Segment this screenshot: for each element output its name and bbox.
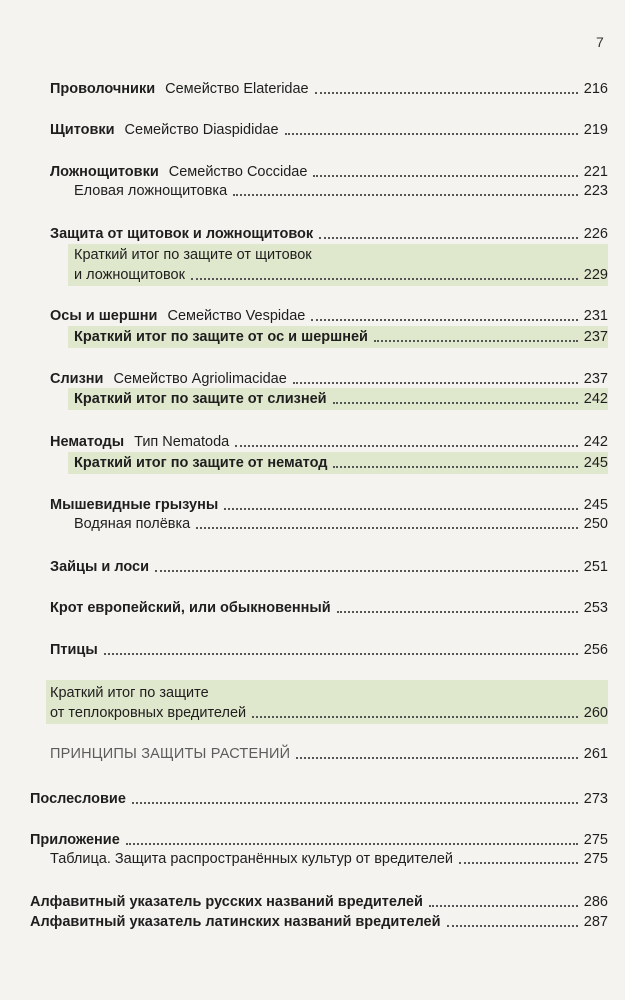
page-number: 7: [596, 34, 604, 50]
toc-entry[interactable]: Краткий итог по защите от теплокровных вредителей 260: [50, 685, 608, 721]
toc-entry[interactable]: Послесловие 273: [30, 791, 608, 807]
toc-entry[interactable]: Еловая ложнощитовка 223: [74, 183, 608, 199]
toc-entry[interactable]: Птицы 256: [50, 642, 608, 658]
toc-entry[interactable]: Ложнощитовки Семейство Coccidae 221: [50, 164, 608, 180]
toc-entry[interactable]: Алфавитный указатель латинских названий вредителей 287: [30, 914, 608, 930]
leader-dots: [315, 92, 578, 94]
leader-dots: [235, 445, 578, 447]
toc-entry[interactable]: Водяная полёвка 250: [74, 516, 608, 532]
leader-dots: [126, 843, 578, 845]
leader-dots: [293, 382, 578, 384]
leader-dots: [319, 237, 578, 239]
toc-entry[interactable]: Щитовки Семейство Diaspididae 219: [50, 122, 608, 138]
toc-entry[interactable]: Защита от щитовок и ложнощитовок 226: [50, 226, 608, 242]
toc-entry[interactable]: Алфавитный указатель русских названий вредителей 286: [30, 894, 608, 910]
toc-entry[interactable]: Зайцы и лоси 251: [50, 559, 608, 575]
leader-dots: [374, 340, 578, 342]
leader-dots: [196, 527, 578, 529]
leader-dots: [429, 905, 578, 907]
leader-dots: [191, 278, 578, 280]
toc-entry[interactable]: Осы и шершни Семейство Vespidae 231: [50, 308, 608, 324]
toc-entry[interactable]: Нематоды Тип Nematoda 242: [50, 434, 608, 450]
leader-dots: [296, 757, 578, 759]
leader-dots: [459, 862, 578, 864]
toc-entry[interactable]: Краткий итог по защите от ос и шершней 237: [74, 329, 608, 345]
leader-dots: [252, 716, 578, 718]
toc-entry[interactable]: Краткий итог по защите от щитовок и ложнощитовок 229: [74, 247, 608, 283]
leader-dots: [224, 508, 578, 510]
leader-dots: [155, 570, 578, 572]
toc-entry[interactable]: Приложение 275: [30, 832, 608, 848]
leader-dots: [104, 653, 578, 655]
leader-dots: [337, 611, 578, 613]
leader-dots: [285, 133, 578, 135]
leader-dots: [333, 402, 578, 404]
toc-entry[interactable]: Таблица. Защита распространённых культур от вредителей 275: [50, 851, 608, 867]
toc-entry[interactable]: Краткий итог по защите от нематод 245: [74, 455, 608, 471]
leader-dots: [333, 466, 577, 468]
toc-entry[interactable]: Мышевидные грызуны 245: [50, 497, 608, 513]
toc-entry[interactable]: Крот европейский, или обыкновенный 253: [50, 600, 608, 616]
toc-section-entry[interactable]: ПРИНЦИПЫ ЗАЩИТЫ РАСТЕНИЙ 261: [50, 746, 608, 762]
toc-entry[interactable]: Слизни Семейство Agriolimacidae 237: [50, 371, 608, 387]
toc-entry[interactable]: Краткий итог по защите от слизней 242: [74, 391, 608, 407]
leader-dots: [233, 194, 578, 196]
leader-dots: [313, 175, 577, 177]
leader-dots: [447, 925, 578, 927]
leader-dots: [311, 319, 577, 321]
leader-dots: [132, 802, 578, 804]
toc-entry[interactable]: Проволочники Семейство Elateridae 216: [50, 81, 608, 97]
